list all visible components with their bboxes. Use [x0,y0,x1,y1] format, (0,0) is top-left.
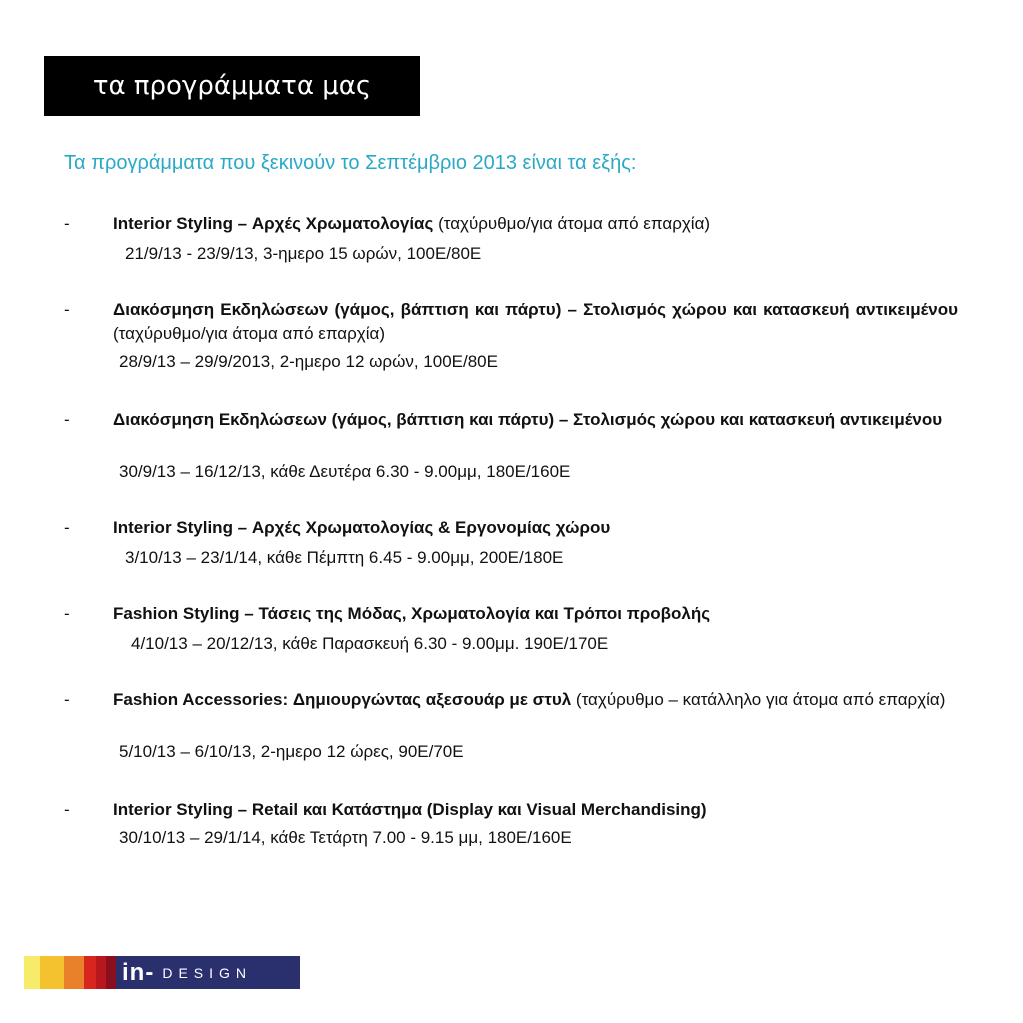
list-item [113,798,958,822]
logo-prefix: in- [122,958,155,986]
program-title: Fashion Accessories: Δημιουργώντας αξεσουάρ με στυλ [113,690,572,709]
list-bullet: - [64,300,70,319]
program-title: Fashion Styling – Τάσεις της Μόδας, Χρωματολογία και Τρόποι προβολής [113,604,711,623]
list-item [113,602,958,626]
logo-color-stripe [24,956,40,989]
program-detail: 28/9/13 – 29/9/2013, 2-ημερο 12 ωρών, 100Ε/80Ε [119,352,498,371]
list-bullet: - [64,604,70,623]
program-detail: 30/10/13 – 29/1/14, κάθε Τετάρτη 7.00 - 9.15 μμ, 180Ε/160Ε [119,828,572,847]
program-detail: 21/9/13 - 23/9/13, 3-ημερο 15 ωρών, 100Ε/80Ε [125,244,482,263]
program-title: Interior Styling – Retail και Κατάστημα (Display και Visual Merchandising) [113,800,707,819]
subtitle: Τα προγράμματα που ξεκινούν το Σεπτέμβριο 2013 είναι τα εξής: [64,152,637,174]
logo-color-stripe [64,956,84,989]
program-note: (ταχύρυθμο – κατάλληλο για άτομα από επαρχία) [571,690,946,709]
logo-suffix: DESIGN [162,964,253,981]
logo-color-stripe [96,956,106,989]
logo-color-stripe [106,956,116,989]
page-title: τα προγράμματα μας [92,71,372,101]
program-title: Interior Styling – Αρχές Χρωματολογίας [113,214,434,233]
list-item [113,408,958,432]
program-detail: 5/10/13 – 6/10/13, 2-ημερο 12 ώρες, 90Ε/70Ε [119,742,464,761]
list-bullet: - [64,410,70,429]
list-item [113,688,958,712]
logo-color-stripe [84,956,96,989]
list-bullet: - [64,214,70,233]
list-item [113,212,958,236]
program-title: Διακόσμηση Εκδηλώσεων (γάμος, βάπτιση και πάρτυ) – Στολισμός χώρου και κατασκευή αντικειμένου [113,300,958,319]
in-design-logo [24,956,300,989]
program-detail: 3/10/13 – 23/1/14, κάθε Πέμπτη 6.45 - 9.00μμ, 200Ε/180Ε [125,548,564,567]
list-bullet: - [64,690,70,709]
program-detail: 4/10/13 – 20/12/13, κάθε Παρασκευή 6.30 - 9.00μμ. 190Ε/170Ε [131,634,609,653]
program-detail: 30/9/13 – 16/12/13, κάθε Δευτέρα 6.30 - 9.00μμ, 180Ε/160Ε [119,462,571,481]
list-item [113,516,958,540]
program-title: Interior Styling – Αρχές Χρωματολογίας & Εργονομίας χώρου [113,518,611,537]
logo-color-stripe [40,956,64,989]
program-title: Διακόσμηση Εκδηλώσεων (γάμος, βάπτιση και πάρτυ) – Στολισμός χώρου και κατασκευή αντικειμένου [113,410,943,429]
list-bullet: - [64,800,70,819]
program-note: (ταχύρυθμο/για άτομα από επαρχία) [113,324,385,343]
list-bullet: - [64,518,70,537]
program-note: (ταχύρυθμο/για άτομα από επαρχία) [433,214,711,233]
logo-wordmark [116,956,300,989]
list-item [113,298,958,346]
